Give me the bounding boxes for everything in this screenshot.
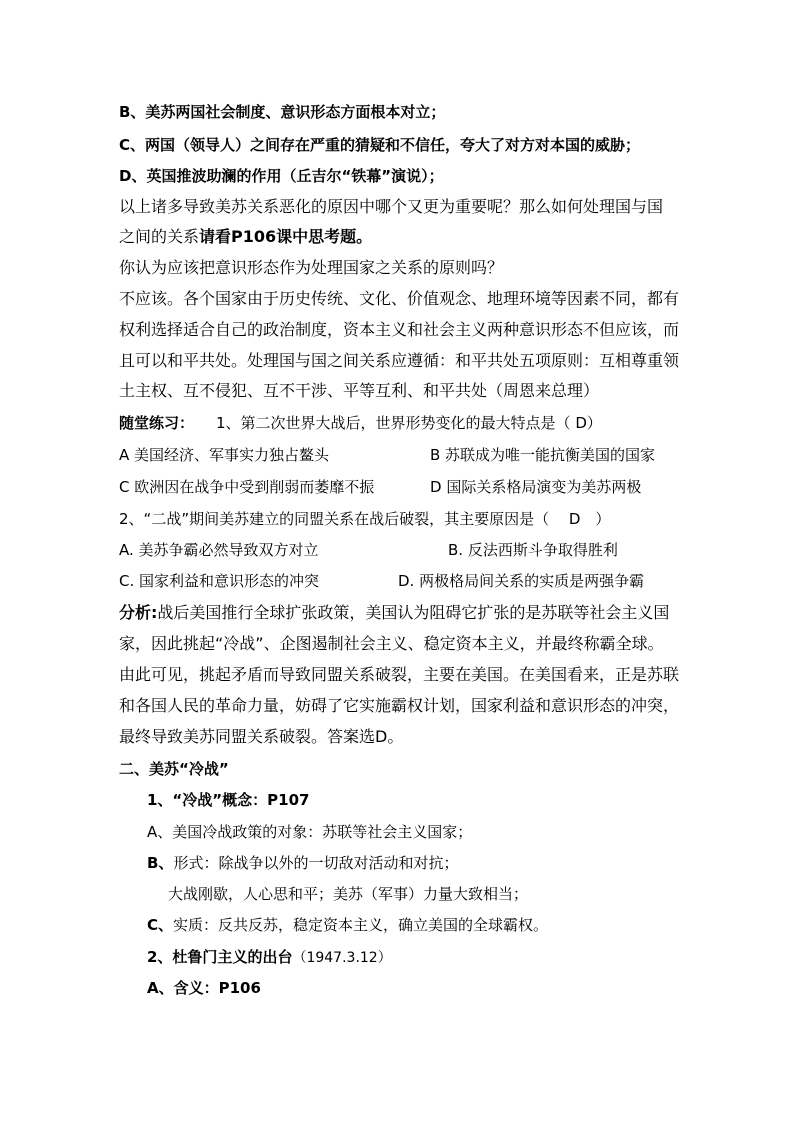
analysis-line-2: 家，因此挑起“冷战”、企图遏制社会主义、稳定资本主义，并最终称霸全球。 [119, 634, 664, 653]
point-b: B、美苏两国社会制度、意识形态方面根本对立； [119, 103, 446, 121]
q2-option-b: B. 反法西斯斗争取得胜利 [448, 541, 618, 559]
truman-meaning: A、含义：P106 [147, 979, 261, 997]
question-line-2 [119, 226, 372, 248]
analysis-text-1: 战后美国推行全球扩张政策，美国认为阻碍它扩张的是苏联等社会主义国 [157, 603, 670, 622]
concept-b-detail: 大战刚歇，人心思和平；美苏（军事）力量大致相当； [168, 885, 529, 903]
q1-option-c: C 欧洲因在战争中受到削弱而萎靡不振 [119, 478, 375, 496]
analysis-line-3: 由此可见，挑起矛盾而导致同盟关系破裂，主要在美国。在美国看来，正是苏联 [119, 665, 680, 684]
concept-a-text: ：苏联等社会主义国家； [307, 823, 473, 841]
question-line-2-text: 之间的关系 [119, 227, 200, 246]
practice-label: 随堂练习： [119, 414, 195, 432]
point-c: C、两国（领导人）之间存在严重的猜疑和不信任，夸大了对方对本国的威胁； [119, 136, 641, 154]
concept-a-label: A、美国冷战政策的对象 [147, 823, 308, 841]
practice-question-2: 2、“二战”期间美苏建立的同盟关系在战后破裂，其主要原因是（ D ） [119, 510, 611, 528]
truman-heading [147, 946, 392, 969]
answer-line-3: 且可以和平共处。处理国与国之间关系应遵循：和平共处五项原则：互相尊重领 [119, 351, 680, 370]
point-d: D、英国推波助澜的作用（丘吉尔“铁幕”演说）； [119, 167, 444, 185]
concept-c-key: 实质 [173, 916, 204, 934]
question-line-1: 以上诸多导致美苏关系恶化的原因中哪个又更为重要呢？那么如何处理国与国 [119, 197, 664, 216]
analysis-label: 分析: [119, 603, 158, 622]
concept-b-text: 形式：除战争以外的一切敌对活动和对抗； [173, 854, 459, 872]
q1-option-b: B 苏联成为唯一能抗衡美国的国家 [430, 446, 656, 464]
concept-b [147, 852, 458, 874]
q1-option-d: D 国际关系格局演变为美苏两极 [430, 478, 642, 496]
practice-question-1: 1、第二次世界大战后，世界形势变化的最大特点是（ D） [216, 414, 602, 432]
q2-option-a: A. 美苏争霸必然导致双方对立 [119, 541, 319, 559]
analysis-line-4: 和各国人民的革命力量，妨碍了它实施霸权计划，国家利益和意识形态的冲突， [119, 696, 680, 715]
truman-date: （1947.3.12） [292, 950, 392, 966]
truman-title: 2、杜鲁门主义的出台 [147, 948, 293, 966]
concept-c [147, 914, 548, 936]
answer-line-1: 不应该。各个国家由于历史传统、文化、价值观念、地理环境等因素不同，都有 [119, 289, 680, 308]
concept-b-label: B、 [147, 854, 174, 872]
question-line-2-bold: 请看P106课中思考题。 [199, 227, 373, 246]
answer-line-2: 权利选择适合自己的政治制度，资本主义和社会主义两种意识形态不但应该，而 [119, 320, 680, 339]
concept-c-text: ：反共反苏，稳定资本主义，确立美国的全球霸权。 [203, 916, 549, 934]
concept-c-label: C、 [147, 916, 174, 934]
analysis-line-5: 最终导致美苏同盟关系破裂。答案选D。 [119, 727, 404, 746]
q2-option-c: C. 国家利益和意识形态的冲突 [119, 572, 320, 590]
answer-line-4: 土主权、互不侵犯、互不干涉、平等互利、和平共处（周恩来总理） [119, 381, 600, 400]
concept-heading: 1、“冷战”概念：P107 [147, 791, 310, 809]
think-question: 你认为应该把意识形态作为处理国家之关系的原则吗？ [119, 258, 504, 277]
analysis-line-1 [119, 602, 669, 624]
practice-line [119, 412, 602, 434]
q2-option-d: D. 两极格局间关系的实质是两强争霸 [398, 572, 645, 590]
q1-option-a: A 美国经济、军事实力独占鳌头 [119, 446, 330, 464]
section-heading: 二、美苏“冷战” [119, 760, 229, 778]
concept-a [147, 821, 472, 843]
